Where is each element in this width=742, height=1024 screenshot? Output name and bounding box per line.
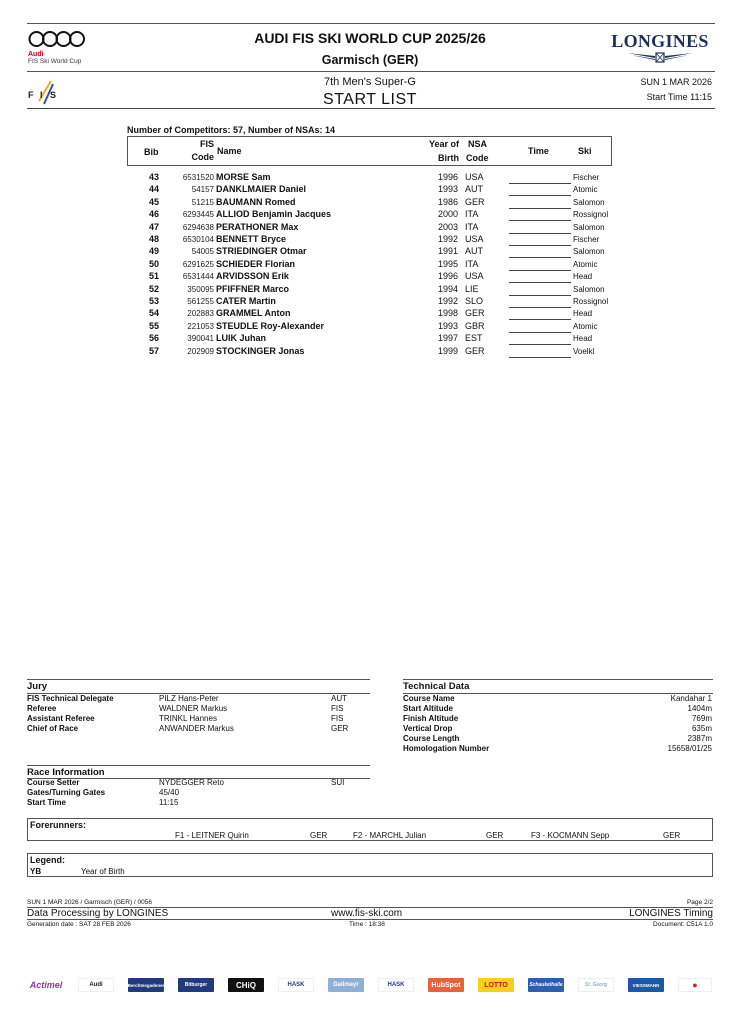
ski-brand: Fischer	[573, 235, 600, 244]
jury-nsa: FIS	[331, 704, 344, 713]
table-row	[127, 197, 627, 209]
technical-label: Finish Altitude	[403, 714, 459, 723]
fis-code: 6293445	[182, 210, 214, 220]
technical-label: Course Length	[403, 734, 460, 743]
race-start-time: Start Time 11:15	[646, 92, 712, 102]
athlete-name: BENNETT Bryce	[216, 234, 287, 244]
nsa-code: GER	[465, 345, 485, 356]
fis-code: 202883	[187, 309, 214, 319]
sponsor-logo: VIESSMANN	[628, 978, 664, 992]
time-blank	[509, 173, 571, 184]
nsa-code: USA	[465, 234, 484, 244]
ski-brand: Atomic	[573, 185, 598, 195]
ski-brand: Rossignol	[573, 297, 609, 306]
table-row	[127, 172, 627, 184]
bib: 51	[148, 271, 159, 282]
year-of-birth: 1994	[437, 283, 458, 294]
table-row	[127, 271, 627, 283]
jury-name: WALDNER Markus	[159, 704, 228, 713]
athlete-name: PERATHONER Max	[216, 221, 299, 232]
year-of-birth: 1995	[437, 258, 458, 269]
sponsor-logo: HASK	[278, 978, 314, 992]
athlete-name: DANKLMAIER Daniel	[216, 184, 307, 195]
table-row	[127, 346, 627, 358]
year-of-birth: 1998	[437, 308, 458, 319]
race-info-title: Race Information	[27, 767, 105, 778]
legend-value: Year of Birth	[81, 867, 125, 876]
bib: 55	[148, 320, 159, 331]
fis-code: 6291625	[182, 259, 214, 269]
nsa-code: USA	[465, 172, 484, 182]
footer-website[interactable]: www.fis-ski.com	[331, 908, 403, 919]
svg-text:I: I	[40, 90, 43, 100]
bib: 45	[148, 196, 159, 207]
forerunner-name: F2 - MARCHL Julian	[353, 831, 427, 840]
sponsor-logo: LOTTO	[478, 978, 514, 992]
year-of-birth: 1997	[437, 333, 458, 344]
athlete-name: PFIFFNER Marco	[216, 283, 290, 294]
bib: 56	[148, 333, 159, 344]
athlete-name: ARVIDSSON Erik	[216, 271, 289, 282]
competition-title: AUDI FIS SKI WORLD CUP 2025/26	[254, 30, 486, 46]
sponsor-logo: Berchtesgadener	[128, 978, 164, 992]
legend-box	[27, 853, 713, 877]
ski-brand: Rossignol	[573, 210, 609, 220]
jury-nsa: AUT	[331, 694, 347, 703]
ski-brand: Voelkl	[573, 346, 595, 356]
bib: 50	[148, 258, 159, 269]
year-of-birth: 2003	[437, 221, 458, 232]
col-ski: Ski	[578, 146, 592, 156]
year-of-birth: 1993	[437, 184, 458, 195]
athlete-name: STEUDLE Roy-Alexander	[216, 320, 325, 331]
svg-text:F: F	[28, 90, 34, 100]
ski-brand: Head	[573, 272, 593, 282]
bib: 47	[148, 221, 159, 232]
fis-code: 6294638	[182, 222, 214, 232]
fis-logo-icon	[27, 79, 61, 105]
document-type-title: START LIST	[323, 91, 417, 108]
race-info-value: 11:15	[159, 798, 179, 807]
svg-text:S: S	[50, 90, 57, 100]
fis-code: 54005	[191, 247, 214, 257]
year-of-birth: 1996	[437, 172, 458, 182]
col-fis: FIS	[199, 139, 214, 149]
athlete-name: BAUMANN Romed	[216, 196, 296, 207]
bib: 52	[148, 283, 159, 294]
technical-value: 2387m	[687, 734, 712, 743]
table-row	[127, 222, 627, 234]
bib: 46	[148, 209, 159, 220]
table-row	[127, 284, 627, 296]
year-of-birth: 1996	[437, 271, 458, 282]
footer-page: Page 2/2	[686, 899, 713, 906]
nsa-code: GER	[465, 196, 485, 207]
nsa-code: ITA	[465, 221, 479, 232]
bib: 54	[148, 308, 159, 319]
nsa-code: AUT	[465, 184, 483, 195]
nsa-code: GER	[465, 308, 485, 319]
table-row	[127, 308, 627, 320]
ski-brand: Fischer	[573, 173, 600, 182]
technical-label: Homologation Number	[403, 744, 490, 753]
sponsor-logo: Bitburger	[178, 978, 214, 992]
time-blank	[509, 297, 571, 308]
col-time: Time	[528, 146, 549, 156]
bib: 43	[148, 172, 159, 182]
sponsor-logo: HASK	[378, 978, 414, 992]
table-row	[127, 234, 627, 246]
time-blank	[509, 285, 571, 296]
fis-code: 6531520	[182, 173, 214, 182]
time-blank	[509, 322, 571, 333]
athlete-name: CATER Martin	[216, 296, 276, 306]
athlete-name: MORSE Sam	[216, 172, 271, 182]
ski-brand: Salomon	[573, 222, 605, 232]
race-info-value: NYDEGGER Reto	[159, 778, 224, 787]
forerunners-box	[27, 818, 713, 841]
athlete-name: GRAMMEL Anton	[216, 308, 291, 319]
fis-code: 202909	[187, 346, 214, 356]
footer-time: Time : 18:38	[349, 921, 385, 928]
year-of-birth: 1993	[437, 320, 458, 331]
ski-brand: Salomon	[573, 284, 605, 294]
table-row	[127, 259, 627, 271]
ski-brand: Head	[573, 309, 593, 319]
time-blank	[509, 260, 571, 271]
longines-logo: LONGINES	[611, 31, 709, 51]
athlete-name: ALLIOD Benjamin Jacques	[216, 209, 332, 220]
technical-title: Technical Data	[403, 681, 470, 692]
year-of-birth: 1992	[437, 234, 458, 244]
nsa-code: LIE	[465, 283, 479, 294]
jury-nsa: FIS	[331, 714, 344, 723]
col-nsa-code: Code	[466, 153, 489, 163]
time-blank	[509, 347, 571, 358]
forerunner-nsa: GER	[663, 831, 681, 840]
fis-code: 390041	[187, 334, 214, 344]
bib: 49	[148, 246, 159, 257]
fis-code: 54157	[191, 185, 214, 195]
sponsor-logo: Schaukelhalle	[528, 978, 564, 992]
sponsor-strip	[0, 978, 742, 1000]
athlete-name: STOCKINGER Jonas	[216, 345, 305, 356]
ski-brand: Atomic	[573, 259, 598, 269]
athlete-name: SCHIEDER Florian	[216, 258, 296, 269]
year-of-birth: 2000	[437, 209, 458, 220]
jury-role: Chief of Race	[27, 724, 79, 733]
jury-title: Jury	[27, 681, 48, 692]
fis-code: 350095	[187, 284, 214, 294]
audi-sub-text: FIS Ski World Cup	[28, 58, 82, 65]
nsa-code: ITA	[465, 209, 479, 220]
race-date: SUN 1 MAR 2026	[640, 77, 712, 87]
forerunner-name: F3 - KOCMANN Sepp	[531, 831, 610, 840]
year-of-birth: 1992	[437, 296, 458, 306]
fis-code: 51215	[191, 197, 214, 207]
legend-key: YB	[30, 867, 42, 876]
technical-label: Vertical Drop	[403, 724, 453, 733]
jury-name: TRINKL Hannes	[159, 714, 217, 723]
race-info-label: Gates/Turning Gates	[27, 788, 106, 797]
footer-rule-2	[27, 919, 713, 920]
nsa-code: AUT	[465, 246, 483, 257]
footer-document: Document: C51A 1.0	[653, 921, 713, 928]
forerunners-title: Forerunners:	[30, 820, 87, 830]
time-blank	[509, 272, 571, 283]
technical-label: Course Name	[403, 694, 455, 703]
technical-value: 15658/01/25	[667, 744, 712, 753]
col-bib: Bib	[144, 147, 159, 157]
footer-timing: LONGINES Timing	[629, 908, 713, 919]
venue-title: Garmisch (GER)	[321, 53, 419, 67]
table-row	[127, 246, 627, 258]
sponsor-logo: CHiQ	[228, 978, 264, 992]
sponsor-logo: Dallmayr	[328, 978, 364, 992]
col-birth: Birth	[438, 153, 459, 163]
footer-generation-date: Generation date : SAT 28 FEB 2026	[27, 921, 131, 928]
header-top-rule	[27, 23, 715, 24]
forerunner-name: F1 - LEITNER Quirin	[175, 831, 249, 840]
jury-role: Assistant Referee	[27, 714, 95, 723]
technical-top-rule	[403, 679, 713, 680]
col-nsa: NSA	[468, 139, 488, 149]
longines-wings-icon	[625, 51, 695, 63]
fis-code: 6530104	[182, 235, 214, 244]
technical-label: Start Altitude	[403, 704, 453, 713]
sponsor-logo: Actimel	[29, 980, 63, 990]
sponsor-logo: Audi	[78, 978, 114, 992]
forerunner-nsa: GER	[486, 831, 504, 840]
strawberry-logo-icon: ●	[678, 978, 712, 992]
year-of-birth: 1991	[437, 246, 458, 257]
competitors-summary: Number of Competitors: 57, Number of NSAs: 14	[127, 125, 336, 135]
year-of-birth: 1986	[437, 196, 458, 207]
technical-value: Kandahar 1	[670, 694, 712, 703]
athlete-name: LUIK Juhan	[216, 333, 267, 344]
time-blank	[509, 198, 571, 209]
jury-role: Referee	[27, 704, 57, 713]
race-info-nsa: SUI	[331, 778, 345, 787]
forerunner-nsa: GER	[310, 831, 328, 840]
sponsor-logo: HubSpot	[428, 978, 464, 992]
time-blank	[509, 334, 571, 345]
jury-name: PILZ Hans-Peter	[159, 694, 219, 703]
race-info-label: Course Setter	[27, 778, 80, 787]
fis-code: 6531444	[182, 272, 214, 282]
nsa-code: EST	[465, 333, 483, 344]
bib: 57	[148, 345, 159, 356]
col-year-of: Year of	[428, 139, 459, 149]
table-row	[127, 184, 627, 196]
ski-brand: Salomon	[573, 197, 605, 207]
race-info-value: 45/40	[159, 788, 180, 797]
bib: 44	[148, 184, 159, 195]
nsa-code: ITA	[465, 258, 479, 269]
ski-brand: Atomic	[573, 321, 598, 331]
header-mid-rule	[27, 71, 715, 72]
bib: 48	[148, 234, 159, 244]
year-of-birth: 1999	[437, 345, 458, 356]
technical-value: 1404m	[687, 704, 712, 713]
jury-name: ANWANDER Markus	[159, 724, 234, 733]
footer-data-processing: Data Processing by LONGINES	[27, 908, 169, 919]
legend-title: Legend:	[30, 855, 65, 865]
athlete-name: STRIEDINGER Otmar	[216, 246, 307, 257]
ski-brand: Salomon	[573, 247, 605, 257]
event-title: 7th Men's Super-G	[324, 76, 416, 88]
nsa-code: SLO	[465, 296, 484, 306]
fis-code: 561255	[187, 297, 214, 306]
time-blank	[509, 223, 571, 234]
time-blank	[509, 247, 571, 258]
time-blank	[509, 309, 571, 320]
technical-value: 635m	[691, 724, 712, 733]
time-blank	[509, 235, 571, 246]
table-header	[127, 136, 612, 166]
fis-code: 221053	[187, 321, 214, 331]
audi-rings-icon	[28, 30, 86, 48]
bib: 53	[148, 296, 159, 306]
nsa-code: USA	[465, 271, 484, 282]
time-blank	[509, 210, 571, 221]
jury-top-rule	[27, 679, 370, 680]
footer-reference: SUN 1 MAR 2026 / Garmisch (GER) / 0056	[27, 899, 152, 906]
col-code: Code	[191, 152, 214, 162]
jury-nsa: GER	[331, 724, 349, 733]
col-name: Name	[217, 146, 242, 156]
time-blank	[509, 185, 571, 196]
race-info-label: Start Time	[27, 798, 66, 807]
jury-role: FIS Technical Delegate	[27, 694, 114, 703]
table-row	[127, 296, 627, 308]
ski-brand: Head	[573, 334, 593, 344]
race-info-top-rule	[27, 765, 370, 766]
table-row	[127, 321, 627, 333]
table-row	[127, 333, 627, 345]
technical-value: 769m	[691, 714, 712, 723]
table-row	[127, 209, 627, 221]
audi-brand-text: Audi	[28, 51, 44, 58]
nsa-code: GBR	[465, 320, 485, 331]
sponsor-logo: St. Georg	[578, 978, 614, 992]
